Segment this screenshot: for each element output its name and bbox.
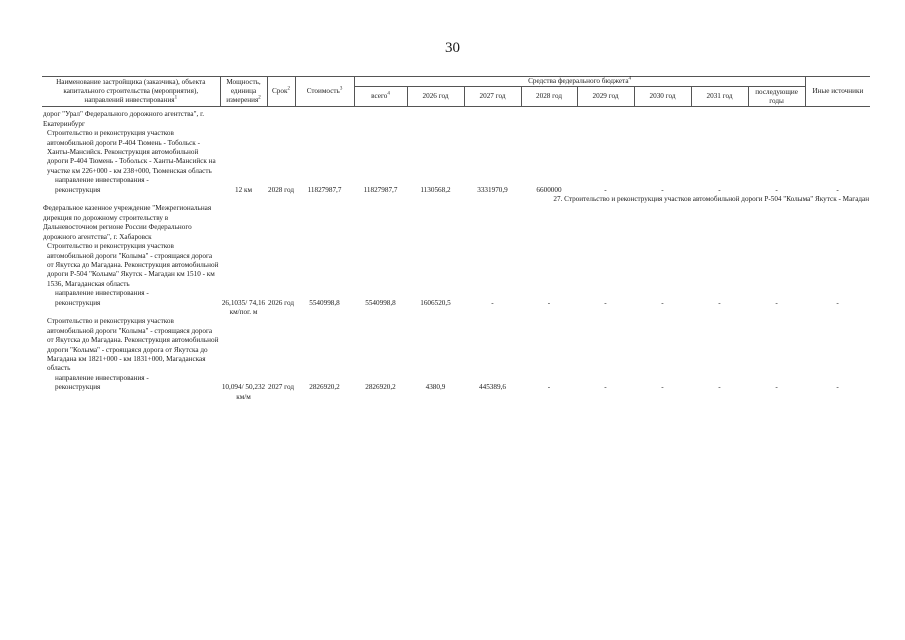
investment-direction-label: направление инвестирования -: [55, 373, 149, 382]
y2029-cell: -: [604, 383, 607, 392]
table-row: [42, 289, 870, 298]
y2026-cell: 1606520,5: [420, 298, 451, 307]
object-name: Строительство и реконструкция участков автомобильной дороги Р-404 Тюмень - Тобольск - Ханты-Мансийск. Реконструкция автомобильной дороги Р-404 Тюмень - Тобольск - Ханты-Мансийск на участке км 226+000 - км 238+000, Тюменская область: [47, 129, 216, 175]
col-cost-header: Стоимость$^3$: [295, 77, 354, 107]
table-row: [42, 204, 870, 242]
investment-direction-label: направление инвестирования -: [55, 176, 149, 185]
total-cell: 11827987,7: [363, 185, 398, 194]
investment-direction-label: направление инвестирования -: [55, 289, 149, 298]
table-header: [42, 77, 870, 107]
col-2026-header: 2026 год: [407, 87, 464, 107]
col-2027-header: 2027 год: [464, 87, 521, 107]
organization-name: дорог "Урал" Федерального дорожного агентства", г. Екатеринбург: [43, 110, 205, 128]
later-cell: -: [775, 185, 778, 194]
table-row: [42, 242, 870, 289]
cost-cell: 11827987,7: [307, 185, 342, 194]
y2030-cell: -: [661, 185, 664, 194]
object-name: Строительство и реконструкция участков автомобильной дороги "Колыма" - строящаяся дорога от Якутска до Магадана. Реконструкция автомобильной дороги "Колыма" - строящаяся дорога от Якутска до Магадана км 1821+000 - км 1831+000, Магаданская область: [47, 317, 219, 373]
term-cell: 2027 год: [268, 383, 294, 392]
other-cell: -: [836, 298, 839, 307]
row-label: реконструкция: [55, 185, 101, 194]
table-row: [42, 374, 870, 383]
capacity-cell: 26,1035/ 74,16 км/пог. м: [221, 298, 266, 316]
y2030-cell: -: [661, 383, 664, 392]
col-later-header: последующие годы: [748, 87, 805, 107]
y2026-cell: 1130568,2: [420, 185, 451, 194]
col-total-header: всего$^4$: [354, 87, 407, 107]
federal-budget-header: Средства федерального бюджета$^4$: [354, 77, 805, 87]
col-capacity-header: Мощность, единица измерения$^2$: [220, 77, 267, 107]
col-2030-header: 2030 год: [634, 87, 691, 107]
table-row: [42, 129, 870, 176]
table-row: [42, 299, 870, 318]
total-cell: 5540998,8: [365, 298, 396, 307]
row-label: реконструкция: [55, 298, 101, 307]
budget-table: [42, 76, 870, 402]
y2027-cell: -: [491, 298, 494, 307]
col-2028-header: 2028 год: [521, 87, 577, 107]
col-2031-header: 2031 год: [691, 87, 748, 107]
table-row: [42, 176, 870, 185]
table-row: [42, 317, 870, 373]
later-cell: -: [775, 383, 778, 392]
col-term-header: Срок$^2$: [267, 77, 295, 107]
cost-cell: 2826920,2: [309, 383, 340, 392]
total-cell: 2826920,2: [365, 383, 396, 392]
term-cell: 2026 год: [268, 298, 294, 307]
y2031-cell: -: [718, 383, 721, 392]
other-cell: -: [836, 185, 839, 194]
y2026-cell: 4380,9: [425, 383, 446, 392]
col-2029-header: 2029 год: [577, 87, 634, 107]
other-cell: -: [836, 383, 839, 392]
term-cell: 2028 год: [268, 185, 294, 194]
y2028-cell: 6600000: [536, 185, 562, 194]
col-name-header: Наименование застройщика (заказчика), объекта капитального строительства (мероприятия), направлений инвестирования$^1$: [42, 77, 220, 107]
y2028-cell: -: [547, 298, 551, 307]
y2027-cell: 3331970,9: [477, 185, 508, 194]
y2031-cell: -: [718, 185, 721, 194]
row-label: реконструкция: [55, 383, 101, 392]
table-row: [42, 110, 870, 129]
table-row: [42, 383, 870, 402]
y2030-cell: -: [661, 298, 664, 307]
y2027-cell: 445389,6: [479, 383, 506, 392]
y2031-cell: -: [718, 298, 721, 307]
capacity-cell: 12 км: [234, 185, 253, 194]
later-cell: -: [775, 298, 778, 307]
cost-cell: 5540998,8: [309, 298, 340, 307]
y2028-cell: -: [547, 383, 551, 392]
section-heading-row: [42, 195, 870, 204]
organization-name: Федеральное казенное учреждение "Межрегиональная дирекция по дорожному строительству в Дальневосточном регионе России Федерального дорожного агентства", г. Хабаровск: [43, 204, 212, 241]
col-other-header: Иные источники: [805, 77, 870, 107]
object-name: Строительство и реконструкция участков автомобильной дороги "Колыма" - строящаяся дорога от Якутска до Магадана. Реконструкция автомобильной дороги Р-504 "Колыма" Якутск - Магадан км 1510 - км 1536, Магаданская область: [47, 242, 219, 288]
y2029-cell: -: [604, 185, 607, 194]
section-heading: 27. Строительство и реконструкция участков автомобильной дороги Р-504 "Колыма" Якутск - Магадан: [553, 195, 870, 204]
table-row: [42, 186, 870, 195]
y2029-cell: -: [604, 298, 607, 307]
page-number: 30: [445, 40, 460, 56]
capacity-cell: 10,094/ 50,232 км/м: [221, 383, 266, 401]
